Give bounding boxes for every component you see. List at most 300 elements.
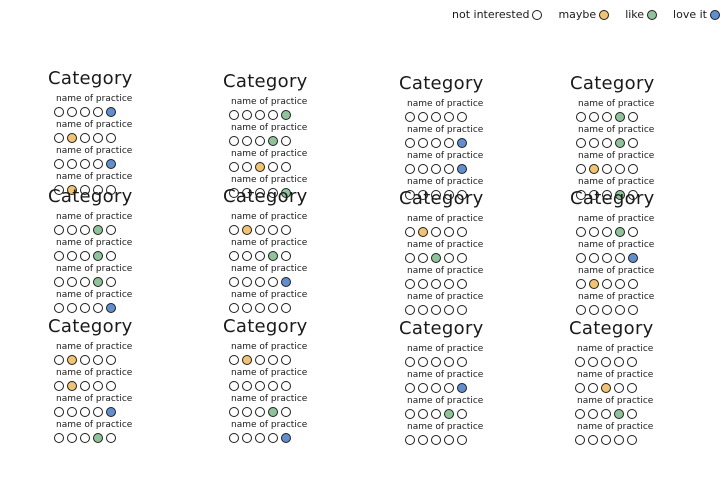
rating-circle-icon[interactable] [431,138,441,148]
rating-circle-icon[interactable] [93,303,103,313]
practice-name: name of practice [577,396,654,406]
rating-circle-icon[interactable] [281,381,291,391]
rating-circle-maybe-icon[interactable] [67,355,77,365]
rating-circle-icon[interactable] [444,305,454,315]
category-title: Category [570,188,655,209]
rating-circle-icon[interactable] [80,355,90,365]
practice-name: name of practice [577,422,654,432]
rating-circle-icon[interactable] [431,227,441,237]
rating-circle-icon[interactable] [444,357,454,367]
rating-row [405,253,511,264]
rating-circle-icon[interactable] [80,381,90,391]
rating-circle-icon[interactable] [54,355,64,365]
category-title: Category [223,186,308,207]
rating-circle-icon[interactable] [242,162,252,172]
practice-name: name of practice [56,172,133,182]
rating-circle-icon[interactable] [281,303,291,313]
rating-circle-icon[interactable] [627,409,637,419]
rating-circle-icon[interactable] [457,357,467,367]
rating-circle-icon[interactable] [628,279,638,289]
rating-row [576,227,682,238]
rating-row [576,138,682,149]
rating-circle-icon[interactable] [405,164,415,174]
rating-circle-icon[interactable] [614,383,624,393]
rating-circle-icon[interactable] [431,409,441,419]
rating-circle-icon[interactable] [431,305,441,315]
rating-circle-icon[interactable] [576,164,586,174]
practice-name: name of practice [56,342,133,352]
rating-circle-icon[interactable] [255,277,265,287]
rating-circle-icon[interactable] [418,409,428,419]
practice-name: name of practice [231,175,308,185]
practice-name: name of practice [578,266,655,276]
rating-circle-icon[interactable] [627,435,637,445]
rating-circle-icon[interactable] [576,305,586,315]
rating-circle-icon[interactable] [67,303,77,313]
rating-circle-love-icon[interactable] [106,107,116,117]
rating-row [229,251,335,262]
practice-name: name of practice [407,151,484,161]
rating-circle-icon[interactable] [602,227,612,237]
rating-row [54,225,160,236]
rating-circle-icon[interactable] [255,355,265,365]
rating-circle-love-icon[interactable] [281,277,291,287]
rating-circle-icon[interactable] [281,355,291,365]
rating-circle-icon[interactable] [405,357,415,367]
rating-circle-icon[interactable] [229,162,239,172]
rating-circle-icon[interactable] [54,433,64,443]
category-card [48,68,160,198]
rating-circle-icon[interactable] [229,136,239,146]
rating-circle-icon[interactable] [93,381,103,391]
rating-circle-icon[interactable] [255,225,265,235]
rating-circle-icon[interactable] [405,227,415,237]
rating-circle-icon[interactable] [628,305,638,315]
practice-item [48,120,160,144]
rating-row [54,277,160,288]
rating-circle-icon[interactable] [444,227,454,237]
practice-item [399,266,511,290]
rating-row [405,409,511,420]
practice-item [570,214,682,238]
rating-circle-icon[interactable] [242,433,252,443]
legend-label: like [625,8,645,21]
rating-circle-love-icon[interactable] [106,407,116,417]
rating-circle-icon[interactable] [576,138,586,148]
practice-item [569,422,681,446]
category-title: Category [48,186,133,207]
rating-circle-icon[interactable] [80,251,90,261]
rating-circle-icon[interactable] [431,164,441,174]
rating-circle-icon[interactable] [405,383,415,393]
category-title: Category [399,188,484,209]
rating-circle-icon[interactable] [54,107,64,117]
practice-name: name of practice [577,344,654,354]
practice-name: name of practice [56,146,133,156]
rating-row [575,435,681,446]
rating-circle-icon[interactable] [444,164,454,174]
rating-circle-icon[interactable] [80,159,90,169]
rating-circle-icon[interactable] [418,383,428,393]
rating-circle-maybe-icon[interactable] [589,164,599,174]
rating-circle-icon[interactable] [80,225,90,235]
rating-row [229,225,335,236]
rating-circle-icon[interactable] [444,435,454,445]
practice-item [48,368,160,392]
rating-circle-like-icon[interactable] [615,138,625,148]
rating-circle-icon[interactable] [268,303,278,313]
rating-circle-icon[interactable] [575,357,585,367]
rating-circle-icon[interactable] [67,407,77,417]
rating-circle-icon[interactable] [576,253,586,263]
rating-row [576,305,682,316]
rating-circle-maybe-icon[interactable] [255,162,265,172]
rating-circle-icon[interactable] [242,381,252,391]
rating-circle-icon[interactable] [418,138,428,148]
rating-circle-icon[interactable] [431,357,441,367]
rating-row [229,407,335,418]
rating-circle-maybe-icon[interactable] [67,133,77,143]
rating-circle-icon[interactable] [54,407,64,417]
category-title: Category [570,73,655,94]
rating-circle-icon[interactable] [106,225,116,235]
rating-circle-like-icon[interactable] [615,227,625,237]
rating-circle-icon[interactable] [255,303,265,313]
rating-circle-love-icon[interactable] [457,383,467,393]
rating-circle-icon[interactable] [589,227,599,237]
rating-circle-icon[interactable] [93,133,103,143]
rating-circle-icon[interactable] [628,227,638,237]
category-title: Category [569,318,654,339]
practice-item [48,342,160,366]
rating-circle-icon[interactable] [614,435,624,445]
practice-item [569,396,681,420]
practice-name: name of practice [231,264,308,274]
rating-circle-icon[interactable] [588,357,598,367]
rating-circle-icon[interactable] [106,277,116,287]
rating-circle-icon[interactable] [444,138,454,148]
rating-circle-icon[interactable] [418,253,428,263]
rating-circle-icon[interactable] [457,253,467,263]
rating-circle-icon[interactable] [229,303,239,313]
rating-circle-icon[interactable] [93,159,103,169]
rating-circle-icon[interactable] [457,279,467,289]
category-card [223,316,335,446]
rating-circle-icon[interactable] [229,433,239,443]
rating-circle-icon[interactable] [67,159,77,169]
rating-circle-icon[interactable] [54,225,64,235]
practice-name: name of practice [231,368,308,378]
rating-circle-icon[interactable] [93,407,103,417]
rating-circle-icon[interactable] [242,136,252,146]
rating-circle-icon[interactable] [242,277,252,287]
rating-circle-icon[interactable] [405,435,415,445]
rating-row [229,136,335,147]
rating-circle-icon[interactable] [615,164,625,174]
rating-circle-icon[interactable] [106,251,116,261]
rating-circle-icon[interactable] [628,138,638,148]
rating-circle-icon[interactable] [444,112,454,122]
rating-circle-icon[interactable] [229,277,239,287]
rating-circle-maybe-icon[interactable] [242,225,252,235]
rating-circle-icon[interactable] [268,433,278,443]
rating-circle-icon[interactable] [457,435,467,445]
rating-row [575,383,681,394]
rating-circle-like-icon[interactable] [431,253,441,263]
practice-name: name of practice [56,238,133,248]
practice-item [223,123,335,147]
rating-circle-like-icon[interactable] [268,251,278,261]
category-card [569,318,681,448]
rating-row [229,277,335,288]
category-card [223,71,335,201]
rating-circle-like-icon[interactable] [93,225,103,235]
rating-circle-icon[interactable] [268,162,278,172]
rating-circle-icon[interactable] [80,107,90,117]
rating-circle-icon[interactable] [602,253,612,263]
rating-circle-love-icon[interactable] [106,303,116,313]
rating-circle-icon[interactable] [54,159,64,169]
practice-item [223,290,335,314]
rating-circle-icon[interactable] [54,381,64,391]
rating-circle-icon[interactable] [627,383,637,393]
rating-circle-like-icon[interactable] [268,136,278,146]
rating-circle-icon[interactable] [589,305,599,315]
rating-circle-icon[interactable] [106,355,116,365]
rating-row [54,133,160,144]
rating-circle-icon[interactable] [457,305,467,315]
practice-item [399,422,511,446]
rating-circle-love-icon[interactable] [106,159,116,169]
category-card [399,318,511,448]
rating-circle-icon[interactable] [255,251,265,261]
blue-dot-icon [710,10,720,20]
rating-circle-icon[interactable] [615,305,625,315]
rating-circle-icon[interactable] [229,251,239,261]
practice-name: name of practice [231,238,308,248]
rating-circle-love-icon[interactable] [457,138,467,148]
rating-circle-icon[interactable] [602,112,612,122]
rating-circle-icon[interactable] [589,138,599,148]
rating-circle-icon[interactable] [418,279,428,289]
rating-circle-icon[interactable] [268,277,278,287]
rating-circle-icon[interactable] [444,383,454,393]
rating-circle-icon[interactable] [67,277,77,287]
rating-circle-icon[interactable] [457,227,467,237]
rating-circle-like-icon[interactable] [281,110,291,120]
rating-circle-like-icon[interactable] [93,277,103,287]
rating-circle-icon[interactable] [627,357,637,367]
rating-circle-icon[interactable] [589,253,599,263]
rating-circle-icon[interactable] [255,433,265,443]
practice-name: name of practice [407,422,484,432]
practice-item [48,212,160,236]
rating-circle-icon[interactable] [54,277,64,287]
rating-circle-icon[interactable] [67,433,77,443]
rating-circle-icon[interactable] [255,381,265,391]
rating-circle-like-icon[interactable] [615,112,625,122]
practice-item [399,99,511,123]
rating-legend [452,8,720,21]
rating-circle-icon[interactable] [601,409,611,419]
rating-circle-icon[interactable] [268,355,278,365]
rating-circle-icon[interactable] [93,355,103,365]
rating-circle-icon[interactable] [444,253,454,263]
rating-circle-like-icon[interactable] [268,407,278,417]
rating-circle-like-icon[interactable] [614,409,624,419]
rating-circle-icon[interactable] [418,305,428,315]
rating-circle-icon[interactable] [457,409,467,419]
rating-circle-icon[interactable] [457,112,467,122]
rating-circle-icon[interactable] [418,112,428,122]
category-title: Category [223,71,308,92]
rating-circle-icon[interactable] [229,355,239,365]
rating-circle-icon[interactable] [54,133,64,143]
practice-item [48,146,160,170]
rating-circle-icon[interactable] [54,303,64,313]
rating-circle-icon[interactable] [588,383,598,393]
rating-circle-icon[interactable] [54,251,64,261]
practice-item [223,420,335,444]
rating-circle-icon[interactable] [80,133,90,143]
rating-circle-icon[interactable] [106,133,116,143]
rating-row [576,253,682,264]
rating-circle-icon[interactable] [576,112,586,122]
practice-name: name of practice [578,292,655,302]
rating-circle-icon[interactable] [405,279,415,289]
rating-circle-love-icon[interactable] [281,433,291,443]
rating-circle-icon[interactable] [281,225,291,235]
rating-circle-icon[interactable] [431,383,441,393]
rating-circle-icon[interactable] [576,227,586,237]
rating-circle-icon[interactable] [602,279,612,289]
rating-circle-icon[interactable] [602,164,612,174]
rating-circle-icon[interactable] [628,164,638,174]
rating-circle-icon[interactable] [615,253,625,263]
rating-row [405,383,511,394]
rating-circle-icon[interactable] [281,162,291,172]
rating-circle-icon[interactable] [229,225,239,235]
rating-circle-icon[interactable] [405,409,415,419]
rating-circle-icon[interactable] [405,112,415,122]
category-card [48,316,160,446]
practice-name: name of practice [578,151,655,161]
rating-circle-icon[interactable] [268,381,278,391]
rating-circle-icon[interactable] [431,279,441,289]
category-card [223,186,335,316]
rating-circle-icon[interactable] [106,381,116,391]
rating-circle-icon[interactable] [418,357,428,367]
rating-circle-icon[interactable] [80,303,90,313]
rating-circle-icon[interactable] [602,138,612,148]
rating-circle-icon[interactable] [67,225,77,235]
rating-circle-icon[interactable] [268,225,278,235]
rating-circle-maybe-icon[interactable] [67,381,77,391]
rating-row [54,107,160,118]
practice-item [223,212,335,236]
rating-circle-icon[interactable] [431,112,441,122]
rating-circle-icon[interactable] [268,110,278,120]
rating-circle-maybe-icon[interactable] [589,279,599,289]
rating-circle-icon[interactable] [602,305,612,315]
rating-row [405,305,511,316]
practice-name: name of practice [578,125,655,135]
rating-circle-like-icon[interactable] [93,251,103,261]
rating-circle-icon[interactable] [431,435,441,445]
rating-circle-icon[interactable] [405,253,415,263]
category-card [399,73,511,203]
rating-circle-icon[interactable] [80,277,90,287]
rating-circle-icon[interactable] [281,407,291,417]
rating-circle-icon[interactable] [405,305,415,315]
category-card [48,186,160,316]
rating-circle-icon[interactable] [405,138,415,148]
rating-circle-icon[interactable] [106,433,116,443]
legend-label: love it [673,8,707,21]
rating-circle-icon[interactable] [93,107,103,117]
rating-circle-icon[interactable] [615,279,625,289]
rating-circle-icon[interactable] [575,409,585,419]
rating-row [575,409,681,420]
empty-dot-icon [532,10,542,20]
legend-item-like [625,8,657,21]
rating-circle-icon[interactable] [242,251,252,261]
rating-circle-icon[interactable] [444,279,454,289]
rating-circle-icon[interactable] [229,381,239,391]
rating-circle-icon[interactable] [418,164,428,174]
rating-circle-like-icon[interactable] [93,433,103,443]
rating-circle-love-icon[interactable] [628,253,638,263]
rating-circle-maybe-icon[interactable] [601,383,611,393]
rating-circle-icon[interactable] [229,407,239,417]
rating-circle-icon[interactable] [80,433,90,443]
rating-circle-like-icon[interactable] [444,409,454,419]
rating-circle-icon[interactable] [575,383,585,393]
rating-row [54,159,160,170]
rating-row [54,381,160,392]
rating-circle-icon[interactable] [601,435,611,445]
rating-circle-icon[interactable] [418,435,428,445]
rating-circle-icon[interactable] [80,407,90,417]
rating-circle-icon[interactable] [576,279,586,289]
rating-circle-icon[interactable] [242,110,252,120]
rating-circle-icon[interactable] [589,112,599,122]
rating-circle-icon[interactable] [242,303,252,313]
rating-circle-icon[interactable] [255,136,265,146]
rating-circle-icon[interactable] [281,136,291,146]
rating-circle-icon[interactable] [255,407,265,417]
rating-circle-icon[interactable] [628,112,638,122]
rating-circle-icon[interactable] [67,251,77,261]
practice-name: name of practice [578,99,655,109]
rating-circle-icon[interactable] [588,409,598,419]
practice-item [223,342,335,366]
legend-item-love-it [673,8,720,21]
rating-circle-icon[interactable] [255,110,265,120]
rating-circle-icon[interactable] [242,407,252,417]
rating-circle-icon[interactable] [601,357,611,367]
rating-circle-maybe-icon[interactable] [242,355,252,365]
practice-item [399,125,511,149]
rating-circle-icon[interactable] [281,251,291,261]
rating-circle-icon[interactable] [575,435,585,445]
rating-circle-icon[interactable] [229,110,239,120]
rating-circle-maybe-icon[interactable] [418,227,428,237]
rating-circle-icon[interactable] [614,357,624,367]
rating-circle-icon[interactable] [588,435,598,445]
rating-circle-love-icon[interactable] [457,164,467,174]
rating-circle-icon[interactable] [67,107,77,117]
